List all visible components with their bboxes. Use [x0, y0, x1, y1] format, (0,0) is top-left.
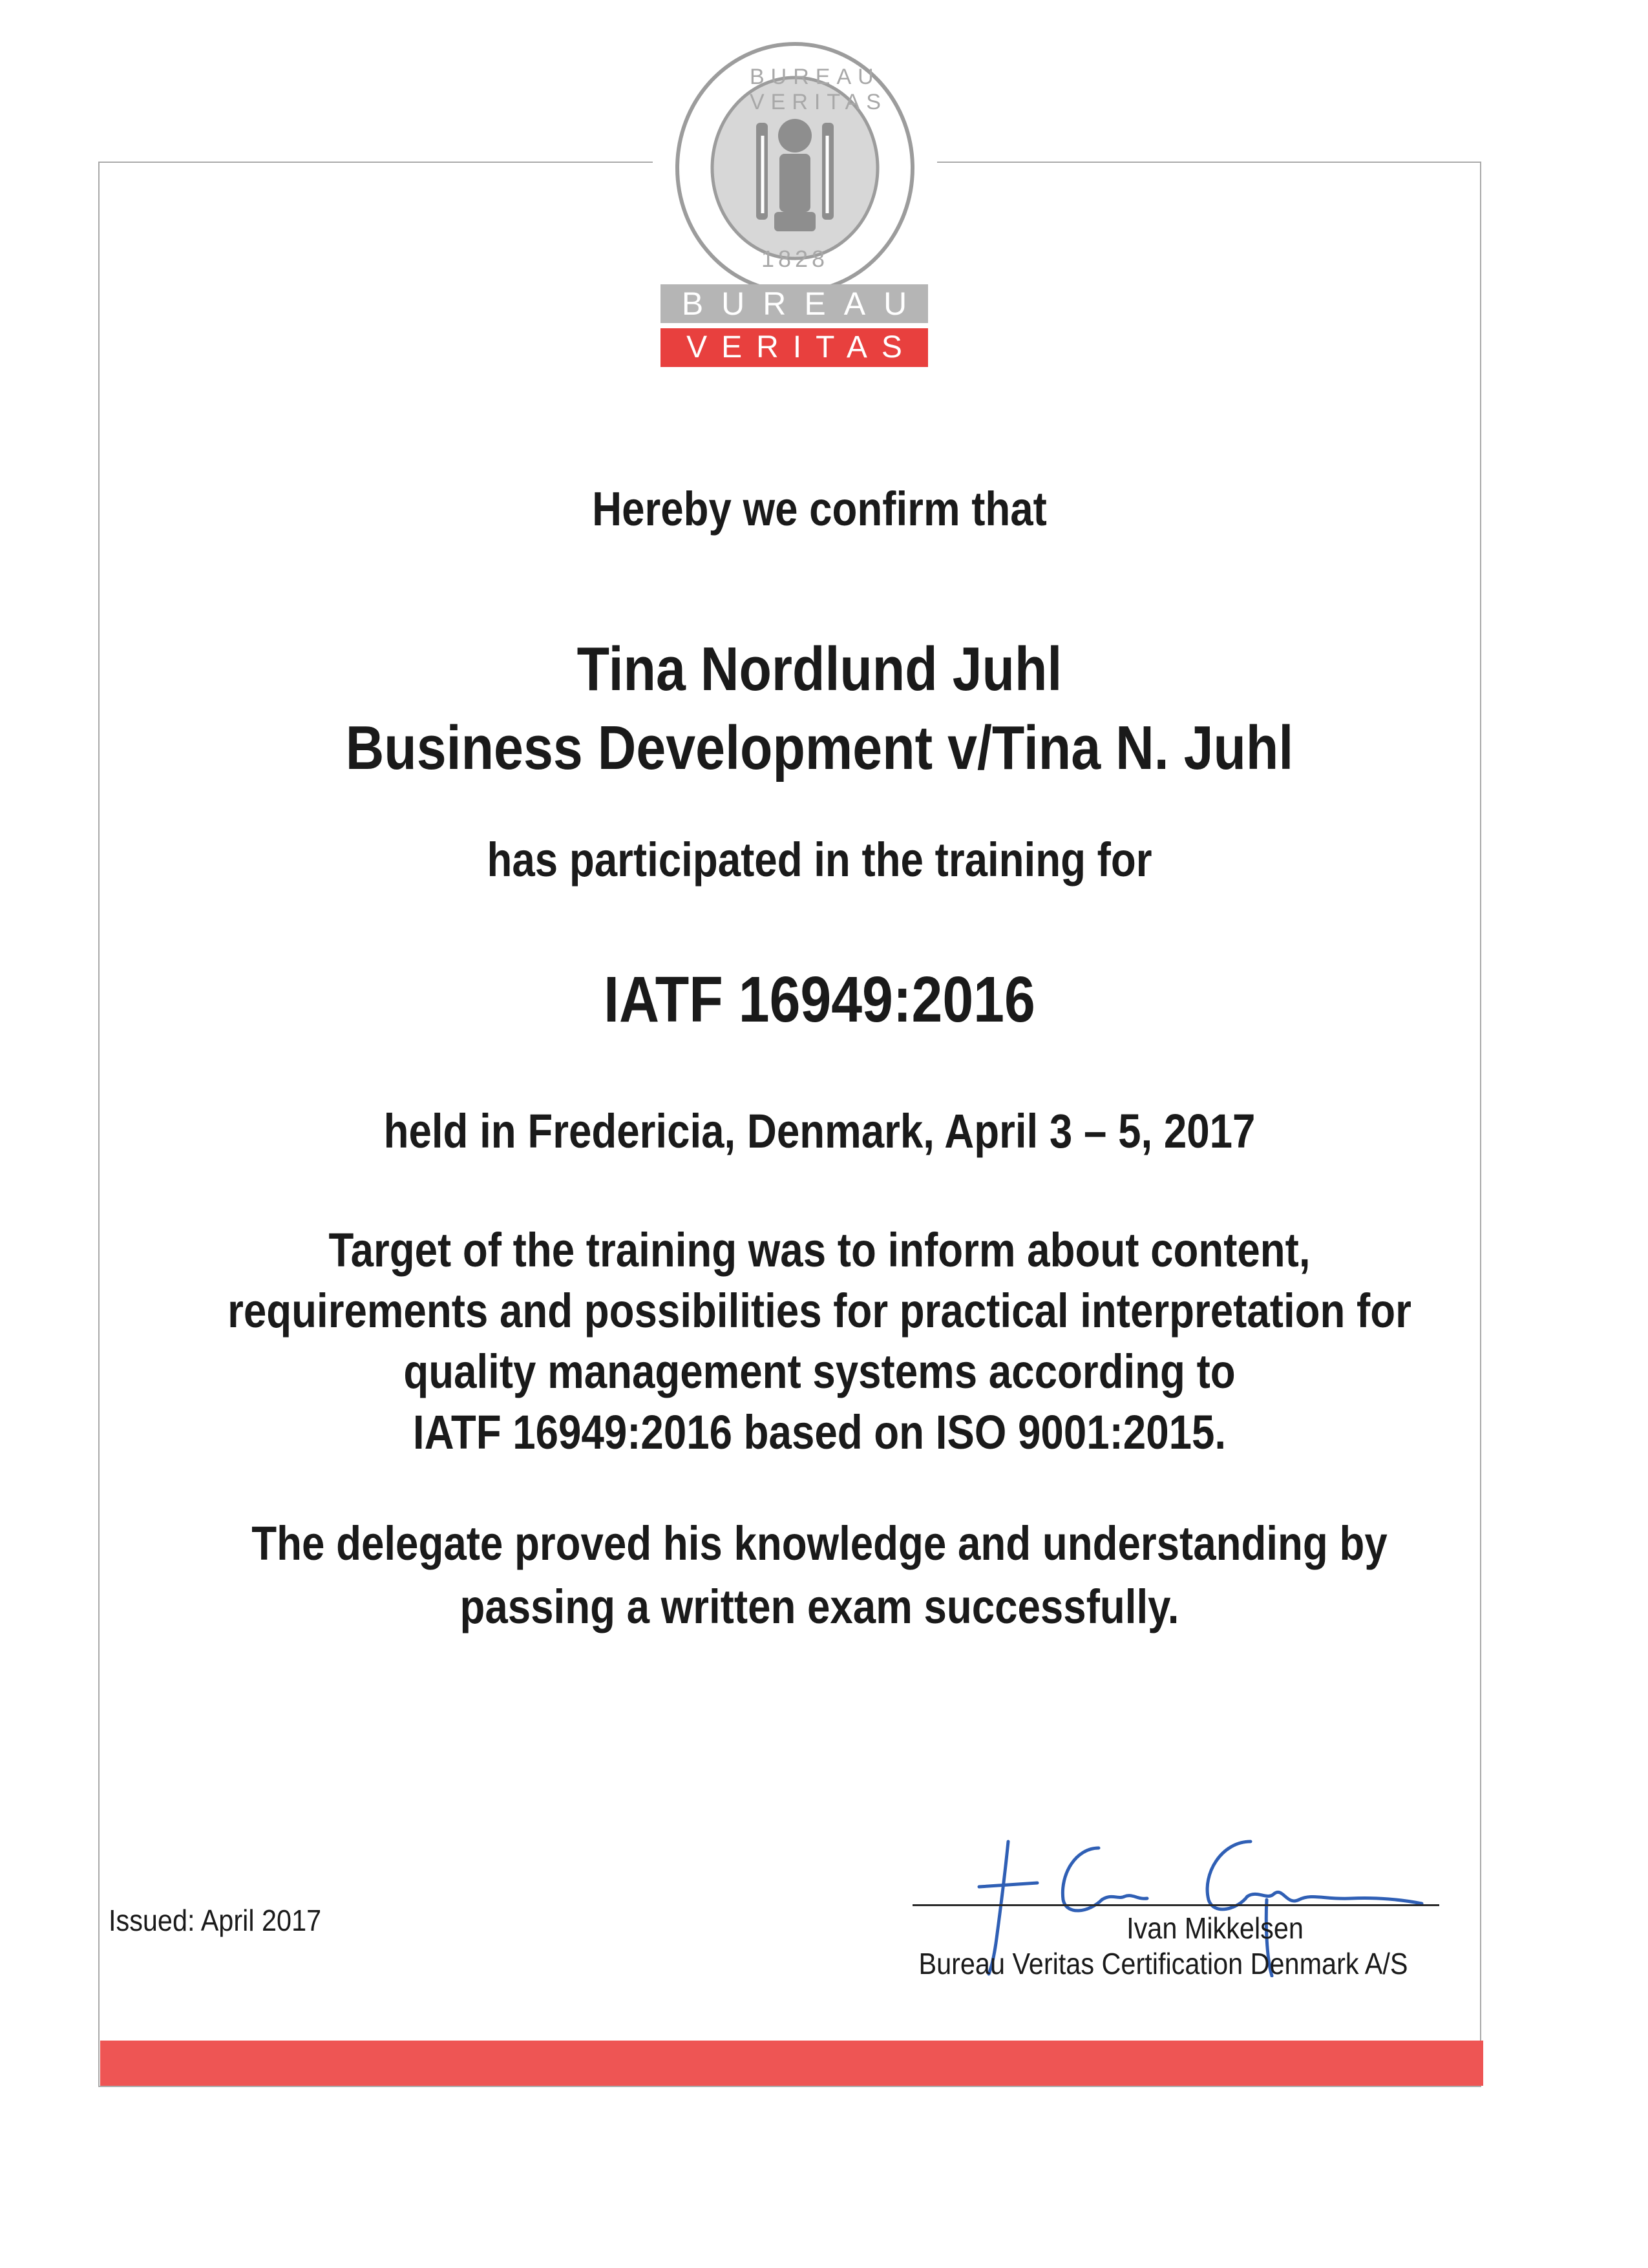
target-line-2: requirements and possibilities for practical interpretation for	[227, 1284, 1411, 1338]
recipient-line-1: Tina Nordlund Juhl	[576, 635, 1062, 704]
delegate-line-1: The delegate proved his knowledge and understanding by	[251, 1517, 1388, 1570]
signature-line	[913, 1904, 1439, 1906]
held-location-date: held in Fredericia, Denmark, April 3 – 5, 2017	[383, 1104, 1256, 1158]
signer-organization: Bureau Veritas Certification Denmark A/S	[918, 1947, 1408, 1980]
standard-title: IATF 16949:2016	[604, 963, 1035, 1036]
intro-text: Hereby we confirm that	[592, 482, 1047, 536]
logo-ring-text: BUREAU VERITAS	[750, 65, 887, 114]
logo-year: 1828	[761, 246, 829, 272]
target-line-3: quality management systems according to	[403, 1345, 1236, 1398]
target-line-4: IATF 16949:2016 based on ISO 9001:2015.	[412, 1405, 1227, 1459]
issued-date: Issued: April 2017	[109, 1904, 322, 1937]
delegate-paragraph	[111, 1512, 1528, 1639]
footer-red-bar	[100, 2041, 1483, 2086]
recipient-line-2: Business Development v/Tina N. Juhl	[345, 713, 1294, 782]
target-line-1: Target of the training was to inform about content,	[328, 1223, 1311, 1277]
participation-text: has participated in the training for	[487, 833, 1152, 887]
logo-word-bureau: BUREAU	[660, 284, 928, 323]
bureau-veritas-logo	[653, 39, 937, 375]
signer-name: Ivan Mikkelsen	[1126, 1911, 1304, 1945]
logo-word-veritas: VERITAS	[660, 328, 928, 367]
delegate-line-2: passing a written exam successfully.	[460, 1580, 1179, 1633]
recipient-name	[111, 630, 1528, 788]
training-target-paragraph	[111, 1220, 1528, 1463]
